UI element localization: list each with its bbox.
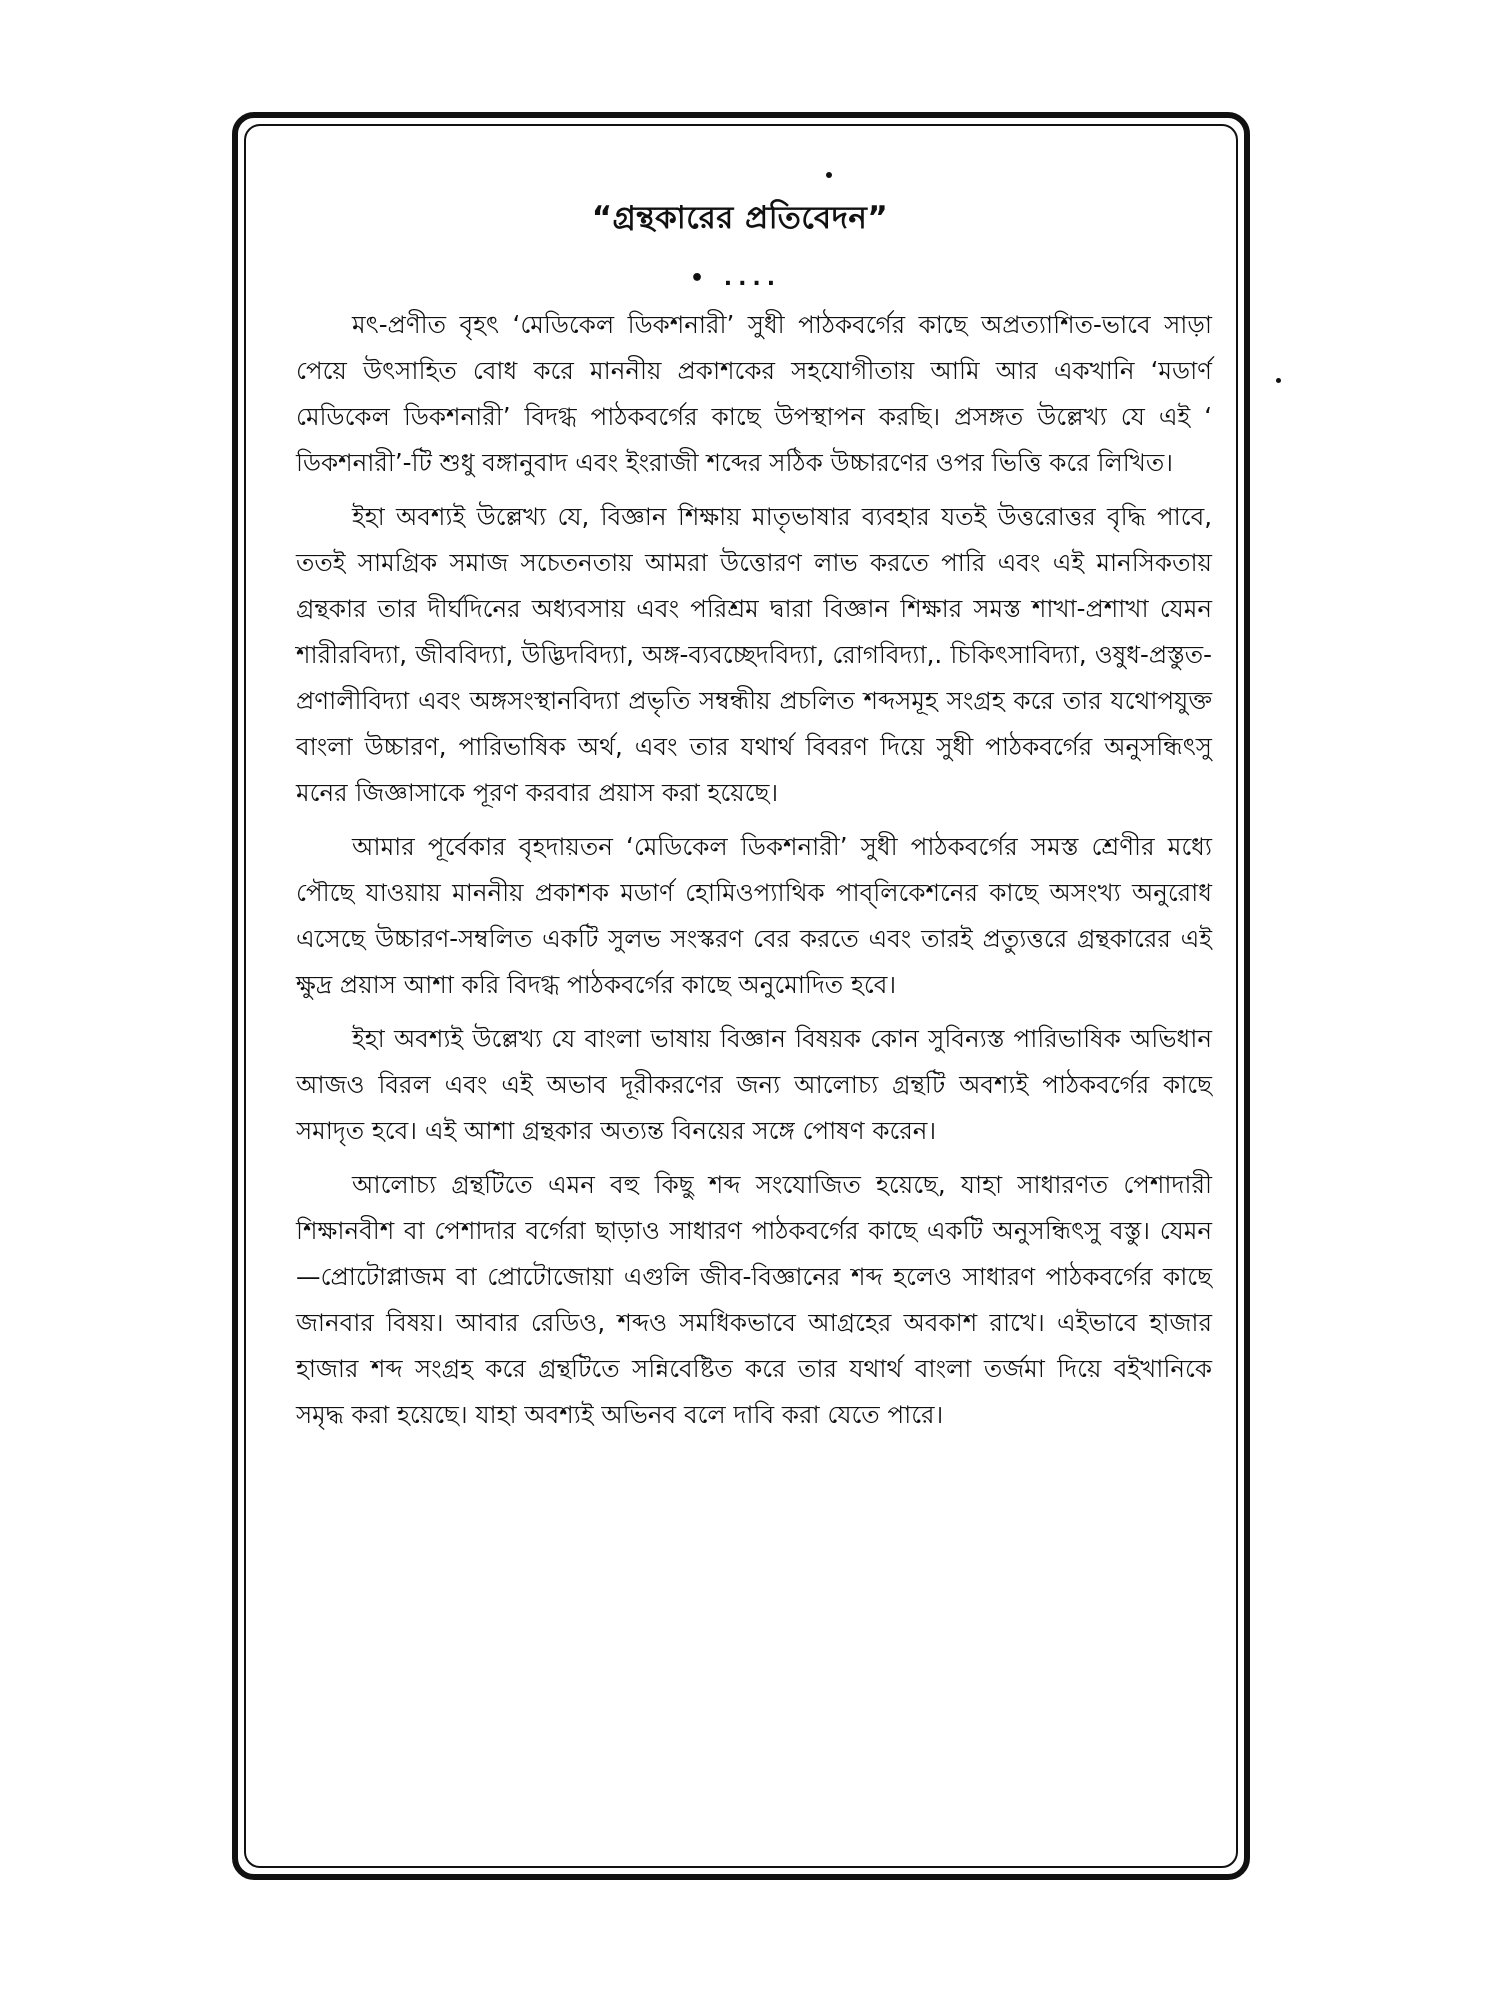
paragraph: মৎ-প্রণীত বৃহৎ ‘মেডিকেল ডিকশনারী’ সুধী পাঠকবর্গের কাছে অপ্রত্যাশিত-ভাবে সাড়া পেয়ে উৎসাহিত বোধ করে মাননীয় প্রকাশকের সহযোগীতায় আমি আর একখানি ‘মডার্ণ মেডিকেল ডিকশনারী’ বিদগ্ধ পাঠকবর্গের কাছে উপস্থাপন করছি। প্রসঙ্গত উল্লেখ্য যে এই ‘ ডিকশনারী’-টি শুধু বঙ্গানুবাদ এবং ইংরাজী শব্দের সঠিক উচ্চারণের ওপর ভিত্তি করে লিখিত। <box>296 310 1212 477</box>
title-ornament: • .... <box>690 266 782 291</box>
paragraph: আমার পূর্বেকার বৃহদায়তন ‘মেডিকেল ডিকশনারী’ সুধী পাঠকবর্গের সমস্ত শ্রেণীর মধ্যে পৌছে যাওয়ায় মাননীয় প্রকাশক মডার্ণ হোমিওপ্যাথিক পাব্‌লিকেশনের কাছে অসংখ্য অনুরোধ এসেছে উচ্চারণ-সম্বলিত একটি সুলভ সংস্করণ বের করতে এবং তারই প্রত্যুত্তরে গ্রন্থকারের এই ক্ষুদ্র প্রয়াস আশা করি বিদগ্ধ পাঠকবর্গের কাছে অনুমোদিত হবে। <box>296 832 1212 999</box>
paragraph: ইহা অবশ্যই উল্লেখ্য যে, বিজ্ঞান শিক্ষায় মাতৃভাষার ব্যবহার যতই উত্তরোত্তর বৃদ্ধি পাবে, ততই সামগ্রিক সমাজ সচেতনতায় আমরা উত্তোরণ লাভ করতে পারি এবং এই মানসিকতায় গ্রন্থকার তার দীর্ঘদিনের অধ্যবসায় এবং পরিশ্রম দ্বারা বিজ্ঞান শিক্ষার সমস্ত শাখা-প্রশাখা যেমন শারীরবিদ্যা, জীববিদ্যা, উদ্ভিদবিদ্যা, অঙ্গ-ব্যবচ্ছেদবিদ্যা, রোগবিদ্যা,. চিকিৎসাবিদ্যা, ওষুধ-প্রস্তুত-প্রণালীবিদ্যা এবং অঙ্গসংস্থানবিদ্যা প্রভৃতি সম্বন্ধীয় প্রচলিত শব্দসমূহ সংগ্রহ করে তার যথোপযুক্ত বাংলা উচ্চারণ, পারিভাষিক অর্থ, এবং তার যথার্থ বিবরণ দিয়ে সুধী পাঠকবর্গের অনুসন্ধিৎসু মনের জিজ্ঞাসাকে পূরণ করবার প্রয়াস করা হয়েছে। <box>296 502 1212 807</box>
ink-speck <box>826 172 832 178</box>
page-title: “গ্রন্থকারের প্রতিবেদন” <box>591 200 889 236</box>
preface-body <box>296 302 1212 1446</box>
paragraph: আলোচ্য গ্রন্থটিতে এমন বহু কিছু শব্দ সংযোজিত হয়েছে, যাহা সাধারণত পেশাদারী শিক্ষানবীশ বা পেশাদার বর্গেরা ছাড়াও সাধারণ পাঠকবর্গের কাছে একটি অনুসন্ধিৎসু বস্তু। যেমন—প্রোটোপ্লাজম বা প্রোটোজোয়া এগুলি জীব-বিজ্ঞানের শব্দ হলেও সাধারণ পাঠকবর্গের কাছে জানবার বিষয়। আবার রেডিও, শব্দও সমধিকভাবে আগ্রহের অবকাশ রাখে। এইভাবে হাজার হাজার শব্দ সংগ্রহ করে গ্রন্থটিতে সন্নিবেষ্টিত করে তার যথার্থ বাংলা তর্জমা দিয়ে বইখানিকে সমৃদ্ধ করা হয়েছে। যাহা অবশ্যই অভিনব বলে দাবি করা যেতে পারে। <box>296 1170 1212 1429</box>
ink-speck <box>1276 378 1281 383</box>
paragraph: ইহা অবশ্যই উল্লেখ্য যে বাংলা ভাষায় বিজ্ঞান বিষয়ক কোন সুবিন্যস্ত পারিভাষিক অভিধান আজও বিরল এবং এই অভাব দূরীকরণের জন্য আলোচ্য গ্রন্থটি অবশ্যই পাঠকবর্গের কাছে সমাদৃত হবে। এই আশা গ্রন্থকার অত্যন্ত বিনয়ের সঙ্গে পোষণ করেন। <box>296 1024 1212 1145</box>
